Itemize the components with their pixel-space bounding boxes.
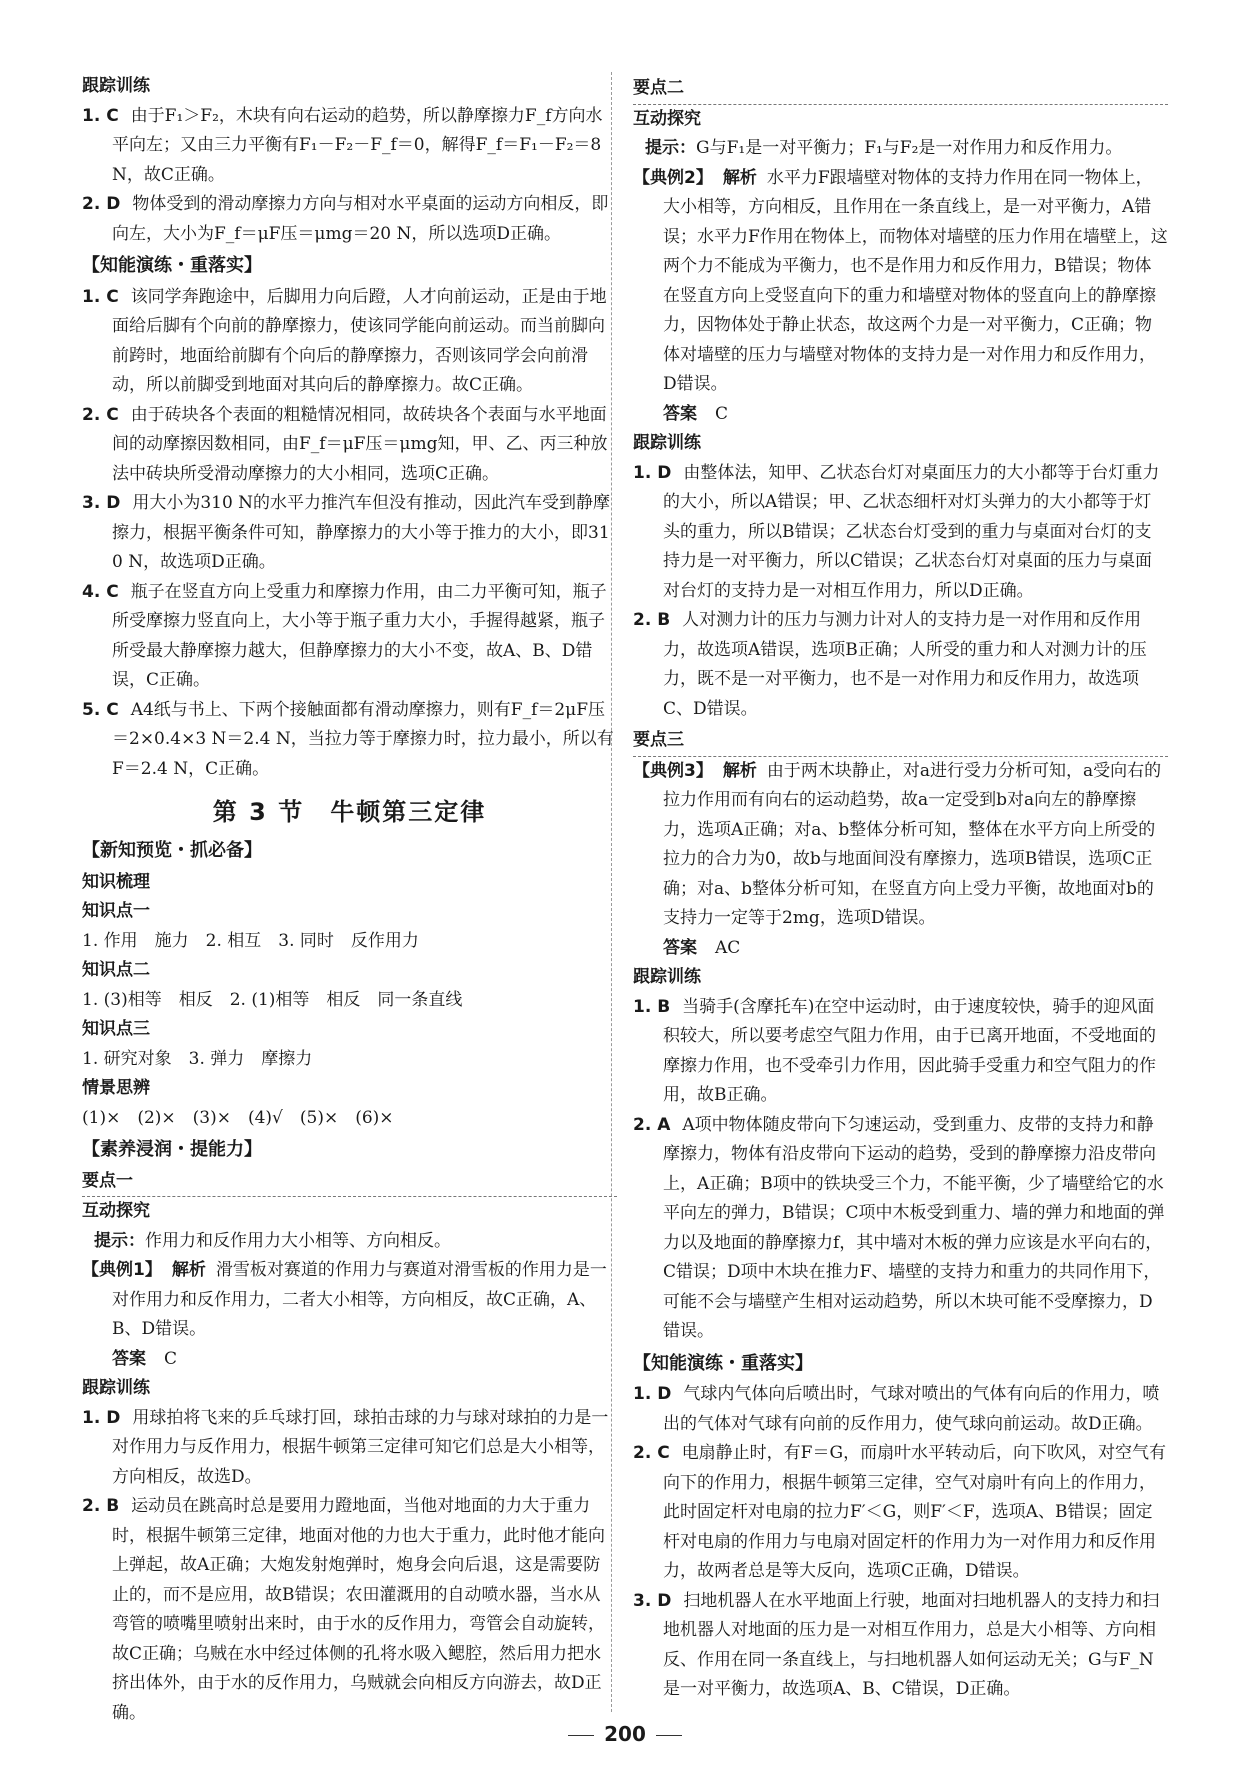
answer-number: 1. B [633,996,671,1017]
answer-item [633,993,1168,1111]
answer-number: 5. C [82,699,119,720]
answer [633,400,1168,430]
answer-number: 1. C [82,286,119,307]
answer-number: 1. D [633,1384,672,1404]
scenario-answers: (1)× (2)× (3)× (4)√ (5)× (6)× [82,1107,394,1128]
hint [633,134,1168,164]
example [82,1256,617,1345]
footer-dash-right [656,1735,682,1736]
answer-text: 电扇静止时，有F＝G，而扇叶水平转动后，向下吹风，对空气有向下的作用力，根据牛顿第三定律，空气对扇叶有向上的作用力，此时固定杆对电扇的拉力F′＜G，则F′＜F，选项A、B错误；固定杆对电扇的作用力与电扇对固定杆的作用力为一对作用力和反作用力，故两者总是等大反向，选项C正确，D错误。 [663,1443,1167,1581]
hint [82,1227,617,1257]
footer-dash-left [568,1735,594,1736]
example [633,757,1168,934]
answer-item [82,489,617,578]
answer-item [82,401,617,490]
section-heading: 跟踪训练 [82,1378,150,1398]
hint-text: 作用力和反作用力大小相等、方向相反。 [145,1230,451,1251]
answer-number: 2. B [82,1496,120,1516]
knowledge-point-title: 知识点一 [82,901,150,921]
answer-number: 2. B [633,610,671,630]
example [633,164,1168,400]
answer-item [633,606,1168,724]
answer-value: AC [715,937,741,958]
answer-item [82,190,617,249]
answer-text: 用球拍将飞来的乒乓球打回，球拍击球的力与球对球拍的力是一对作用力与反作用力，根据牛顿第三定律可知它们总是大小相等，方向相反，故选D。 [112,1407,609,1487]
answer-text: 瓶子在竖直方向上受重力和摩擦力作用，由二力平衡可知，瓶子所受摩擦力竖直向上，大小等于瓶子重力大小，手握得越紧，瓶子所受最大静摩擦力越大，但静摩擦力的大小不变，故A、B、D错误，C正确。 [112,581,607,690]
answer-number: 1. D [633,462,672,483]
answer-value: C [164,1348,178,1369]
knowledge-point-title: 知识点三 [82,1019,150,1039]
answer-number: 3. D [82,493,121,513]
answer-number: 1. D [82,1407,121,1428]
key-point-heading: 要点三 [633,726,1168,757]
example-text: 由于两木块静止，对a进行受力分析可知，a受向右的拉力作用而有向右的运动趋势，故a一定受到b对a向左的静摩擦力，选项A正确；对a、b整体分析可知，整体在水平方向上所受的拉力的合力为0，故b与地面间没有摩擦力，选项B错误，选项C正确；对a、b整体分析可知，在竖直方向上受力平衡，故地面对b的支持力一定等于2mg，选项D错误。 [663,760,1162,928]
left-column [82,72,617,1728]
answer-text: A项中物体随皮带向下匀速运动，受到重力、皮带的支持力和静摩擦力，物体有沿皮带向下运动的趋势，受到的静摩擦力沿皮带向上，A正确；B项中的铁块受三个力，不能平衡，少了墙壁给它的水平向左的弹力，B错误；C项中木板受到重力、墙的弹力和地面的弹力以及地面的静摩擦力f，其中墙对木板的弹力应该是水平向右的，C错误；D项中木块在推力F、墙壁的支持力和重力的共同作用下，可能不会与墙壁产生相对运动趋势，所以木块可能不受摩擦力，D错误。 [663,1114,1165,1341]
section-heading: 【知能演练・重落实】 [82,255,262,276]
answer-text: 气球内气体向后喷出时，气球对喷出的气体有向后的作用力，喷出的气体对气球有向前的反作用力，使气球向前运动。故D正确。 [663,1384,1160,1434]
chapter-title: 第 3 节 牛顿第三定律 [212,798,487,826]
answer-text: 物体受到的滑动摩擦力方向与相对水平桌面的运动方向相反，即向左，大小为F_f＝μF压＝μmg＝20 N，所以选项D正确。 [112,194,609,244]
answer-number: 2. A [633,1114,671,1135]
answer-number: 2. D [82,194,121,214]
section-heading: 跟踪训练 [633,433,701,453]
answer-text: 由整体法，知甲、乙状态台灯对桌面压力的大小都等于台灯重力的大小，所以A错误；甲、乙状态细杆对灯头弹力的大小都等于灯头的重力，所以B错误；乙状态台灯受到的重力与桌面对台灯的支持力是一对平衡力，所以C错误；乙状态台灯对桌面的压力与桌面对台灯的支持力是一对相互作用力，所以D正确。 [663,462,1160,601]
answer-text: 运动员在跳高时总是要用力蹬地面，当他对地面的力大于重力时，根据牛顿第三定律，地面对他的力也大于重力，此时他才能向上弹起，故A正确；大炮发射炮弹时，炮身会向后退，这是需要防止的，而不是应用，故B错误；农田灌溉用的自动喷水器，当水从弯管的喷嘴里喷射出来时，由于水的反作用力，弯管会自动旋转，故C正确；乌贼在水中经过体侧的孔将水吸入鳃腔，然后用力把水挤出体外，由于水的反作用力，乌贼就会向相反方向游去，故D正确。 [112,1496,605,1723]
section-heading: 跟踪训练 [82,76,150,96]
page-number: 200 [604,1722,646,1746]
answer-text: 人对测力计的压力与测力计对人的支持力是一对作用和反作用力，故选项A错误，选项B正确；人所受的重力和人对测力计的压力，既不是一对平衡力，也不是一对作用力和反作用力，故选项C、D错误。 [663,610,1147,719]
answer-text: 当骑手(含摩托车)在空中运动时，由于速度较快，骑手的迎风面积较大，所以要考虑空气阻力作用，由于已离开地面，不受地面的摩擦力作用，也不受牵引力作用，因此骑手受重力和空气阻力的作用，故B正确。 [663,996,1156,1105]
answer-value: C [715,403,729,424]
example-label: 【典例1】 [82,1260,162,1280]
answer-item [633,1380,1168,1439]
answer-item [633,1439,1168,1587]
scenario-title: 情景思辨 [82,1078,150,1098]
example-label: 【典例3】 [633,760,713,781]
knowledge-point-title: 知识点二 [82,960,150,980]
subsection-heading: 互动探究 [82,1201,150,1221]
hint-label: 提示： [94,1230,145,1251]
analysis-label: 解析 [722,760,757,781]
subsection-heading: 互动探究 [633,108,701,129]
answer-item [82,1404,617,1493]
answer-item [633,1111,1168,1347]
column-divider [611,72,612,1712]
hint-text: G与F₁是一对平衡力；F₁与F₂是一对作用力和反作用力。 [696,138,1123,158]
answer-number: 2. C [633,1443,670,1463]
answer-label: 答案 [663,403,697,424]
answer-number: 4. C [82,581,119,602]
key-point-heading: 要点一 [82,1167,617,1198]
answer-text: 由于F₁＞F₂，木块有向右运动的趋势，所以静摩擦力F_f方向水平向左；又由三力平衡有F₁－F₂－F_f＝0，解得F_f＝F₁－F₂＝8 N，故C正确。 [112,105,603,185]
hint-label: 提示： [645,138,696,158]
answer [633,934,1168,964]
answer-number: 2. C [82,404,119,425]
answer-text: 用大小为310 N的水平力推汽车但没有推动，因此汽车受到静摩擦力，根据平衡条件可知，静摩擦力的大小等于推力的大小，即310 N，故选项D正确。 [112,493,611,572]
example-text: 水平力F跟墙壁对物体的支持力作用在同一物体上，大小相等，方向相反，且作用在一条直线上，是一对平衡力，A错误；水平力F作用在物体上，而物体对墙壁的压力作用在墙壁上，这两个力不能成为平衡力，也不是作用力和反作用力，B错误；物体在竖直方向上受竖直向下的重力和墙壁对物体的竖直向上的静摩擦力，因物体处于静止状态，故这两个力是一对平衡力，C正确；物体对墙壁的压力与墙壁对物体的支持力是一对作用力和反作用力，D错误。 [663,167,1168,394]
answer-number: 1. C [82,105,119,126]
answer-label: 答案 [112,1348,146,1369]
answer-item [82,283,617,401]
section-heading: 【知能演练・重落实】 [633,1352,813,1374]
answer [82,1345,617,1375]
key-point-heading: 要点二 [633,74,1168,105]
section-heading: 【素养浸润・提能力】 [82,1139,262,1160]
analysis-label: 解析 [171,1260,206,1280]
section-heading: 【新知预览・抓必备】 [82,840,262,861]
knowledge-point-body: 1. 作用 施力 2. 相互 3. 同时 反作用力 [82,930,419,951]
analysis-label: 解析 [722,167,757,188]
answer-item [633,459,1168,607]
example-label: 【典例2】 [633,167,713,188]
answer-text: A4纸与书上、下两个接触面都有滑动摩擦力，则有F_f＝2μF压＝2×0.4×3 N＝2.4 N，当拉力等于摩擦力时，拉力最小，所以有F＝2.4 N，C正确。 [112,699,614,779]
right-column [633,72,1168,1705]
subsection-heading: 知识梳理 [82,871,150,892]
answer-item [82,1492,617,1728]
section-heading: 跟踪训练 [633,967,701,987]
answer-text: 扫地机器人在水平地面上行驶，地面对扫地机器人的支持力和扫地机器人对地面的压力是一对相互作用力，总是大小相等、方向相反、作用在同一条直线上，与扫地机器人如何运动无关；G与F_N是一对平衡力，故选项A、B、C错误，D正确。 [663,1590,1160,1699]
answer-item [82,696,617,785]
answer-item [82,578,617,696]
answer-item [633,1587,1168,1705]
page-footer [0,1722,1250,1746]
answer-text: 由于砖块各个表面的粗糙情况相同，故砖块各个表面与水平地面间的动摩擦因数相同，由F_f＝μF压＝μmg知，甲、乙、丙三种放法中砖块所受滑动摩擦力的大小相同，选项C正确。 [112,404,608,484]
answer-label: 答案 [663,937,697,958]
answer-item [82,102,617,191]
knowledge-point-body: 1. (3)相等 相反 2. (1)相等 相反 同一条直线 [82,989,463,1010]
example-text: 滑雪板对赛道的作用力与赛道对滑雪板的作用力是一对作用力和反作用力，二者大小相等，方向相反，故C正确，A、B、D错误。 [112,1260,607,1339]
answer-number: 3. D [633,1590,672,1611]
knowledge-point-body: 1. 研究对象 3. 弹力 摩擦力 [82,1048,313,1069]
answer-text: 该同学奔跑途中，后脚用力向后蹬，人才向前运动，正是由于地面给后脚有个向前的静摩擦力，使该同学能向前运动。而当前脚向前跨时，地面给前脚有个向后的静摩擦力，否则该同学会向前滑动，所以前脚受到地面对其向后的静摩擦力。故C正确。 [112,286,607,395]
